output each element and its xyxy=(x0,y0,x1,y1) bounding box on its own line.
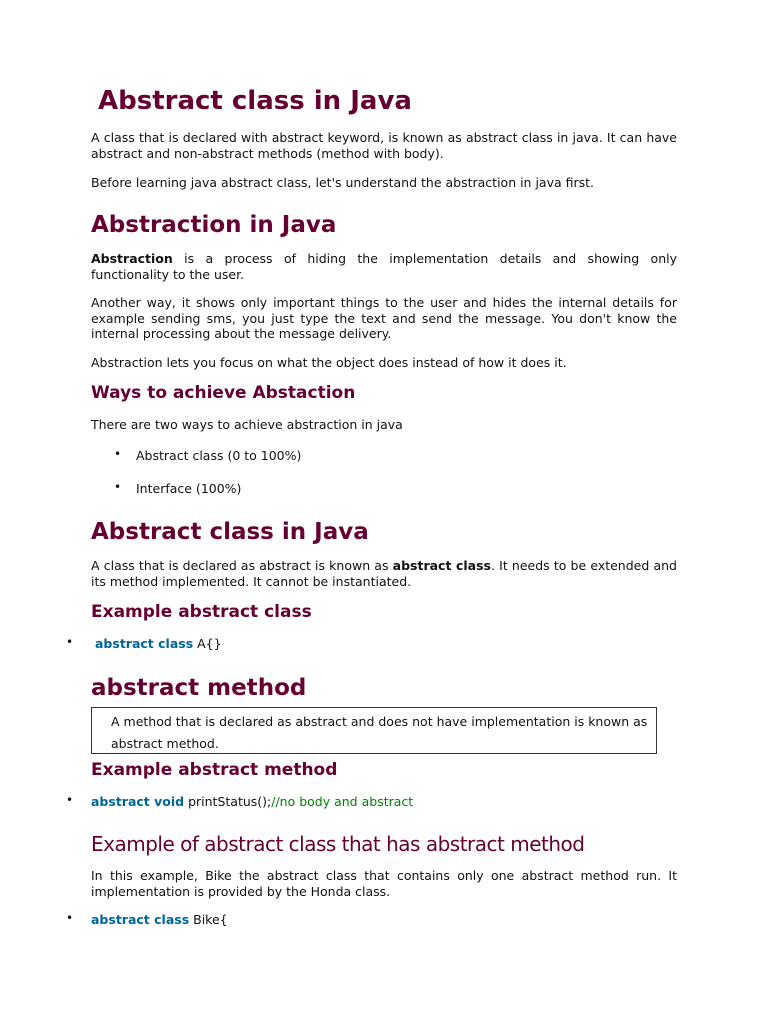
code-keyword: abstract void xyxy=(91,794,185,809)
abstraction-heading: Abstraction in Java xyxy=(91,212,337,238)
abstraction-paragraph-1 xyxy=(91,251,677,282)
abstract-class-text-end: . It needs to be extended and its method implemented. It cannot be instantiated. xyxy=(91,558,677,589)
example-full-code xyxy=(91,912,228,927)
bullet-icon: • xyxy=(66,911,74,925)
abstract-class-text-start: A class that is declared as abstract is known as xyxy=(91,558,393,573)
code-keyword: abstract class xyxy=(91,912,190,927)
bullet-icon: • xyxy=(114,480,122,494)
code-keyword: abstract class xyxy=(95,636,194,651)
example-method-heading: Example abstract method xyxy=(91,760,338,780)
intro-paragraph-2: Before learning java abstract class, let's understand the abstraction in java first. xyxy=(91,175,595,190)
bullet-icon: • xyxy=(66,793,74,807)
ways-heading: Ways to achieve Abstaction xyxy=(91,383,356,403)
abstraction-paragraph-2: Another way, it shows only important things to the user and hides the internal details for example sending sms, you just type the text and send the message. You don't know the internal processing about the message delivery. xyxy=(91,295,677,341)
abstraction-paragraph-3: Abstraction lets you focus on what the object does instead of how it does it. xyxy=(91,355,567,370)
bullet-icon: • xyxy=(114,447,122,461)
ways-intro: There are two ways to achieve abstraction in java xyxy=(91,417,403,432)
abstract-method-note: A method that is declared as abstract and does not have implementation is known as abstract method. xyxy=(91,707,657,754)
abstraction-term: Abstraction xyxy=(91,251,173,266)
example-full-paragraph: In this example, Bike the abstract class that contains only one abstract method run. It implementation is provided by the Honda class. xyxy=(91,868,677,899)
intro-paragraph-1: A class that is declared with abstract keyword, is known as abstract class in java. It can have abstract and non-abstract methods (method with body). xyxy=(91,130,677,161)
ways-item-interface: Interface (100%) xyxy=(136,481,242,496)
abstract-class-term: abstract class xyxy=(392,558,491,573)
code-text: printStatus(); xyxy=(184,794,272,809)
example-method-code xyxy=(91,794,413,809)
code-comment: //no body and abstract xyxy=(271,794,414,809)
ways-item-abstract-class: Abstract class (0 to 100%) xyxy=(136,448,302,463)
abstraction-definition: is a process of hiding the implementation details and showing only functionality to the user. xyxy=(91,251,677,282)
bullet-icon: • xyxy=(66,635,74,649)
example-class-code xyxy=(95,636,222,651)
example-class-heading: Example abstract class xyxy=(91,602,312,622)
example-full-heading: Example of abstract class that has abstract method xyxy=(91,832,585,856)
code-text: Bike{ xyxy=(189,912,228,927)
code-text: A{} xyxy=(193,636,222,651)
abstract-class-paragraph xyxy=(91,558,677,589)
abstract-method-heading: abstract method xyxy=(91,675,307,701)
page-title: Abstract class in Java xyxy=(98,86,412,116)
abstract-class-heading: Abstract class in Java xyxy=(91,519,369,545)
